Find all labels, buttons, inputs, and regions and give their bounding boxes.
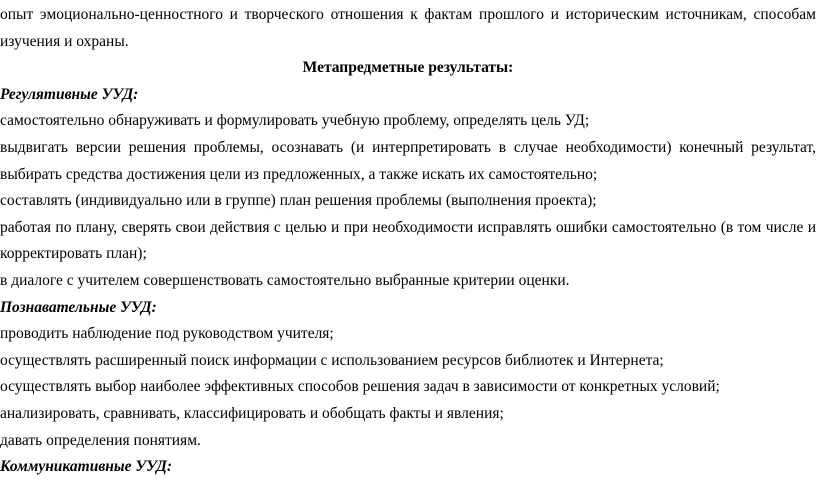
section-title: Метапредметные результаты: — [302, 59, 514, 77]
cognitive-heading: Познавательные УУД: — [0, 298, 157, 316]
regulative-heading: Регулятивные УУД: — [0, 85, 139, 103]
cognitive-item-1: проводить наблюдение под руководством учителя; — [0, 325, 334, 343]
intro-paragraph: опыт эмоционально-ценностного и творческого отношения к фактам прошлого и историческим источникам, способам изучения и охраны. — [0, 6, 816, 50]
regulative-item-3: составлять (индивидуально или в группе) план решения проблемы (выполнения проекта); — [0, 192, 597, 210]
regulative-item-1: самостоятельно обнаруживать и формулировать учебную проблему, определять цель УД; — [0, 112, 590, 130]
communicative-heading: Коммуникативные УУД: — [0, 458, 173, 476]
regulative-item-4: работая по плану, сверять свои действия с целью и при необходимости исправлять ошибки самостоятельно (в том числе и корректировать план); — [0, 218, 816, 263]
cognitive-item-4: анализировать, сравнивать, классифицировать и обобщать факты и явления; — [0, 404, 504, 422]
cognitive-item-5: давать определения понятиям. — [0, 431, 201, 449]
cognitive-item-2: осуществлять расширенный поиск информации с использованием ресурсов библиотек и Интернета; — [0, 351, 664, 369]
cognitive-item-3: осуществлять выбор наиболее эффективных способов решения задач в зависимости от конкретных условий; — [0, 378, 720, 396]
regulative-item-5: в диалоге с учителем совершенствовать самостоятельно выбранные критерии оценки. — [0, 271, 570, 289]
regulative-item-2: выдвигать версии решения проблемы, осознавать (и интерпретировать в случае необходимости) конечный результат, выбирать средства достижения цели из предложенных, а также искать их самостоятельно; — [0, 138, 816, 183]
